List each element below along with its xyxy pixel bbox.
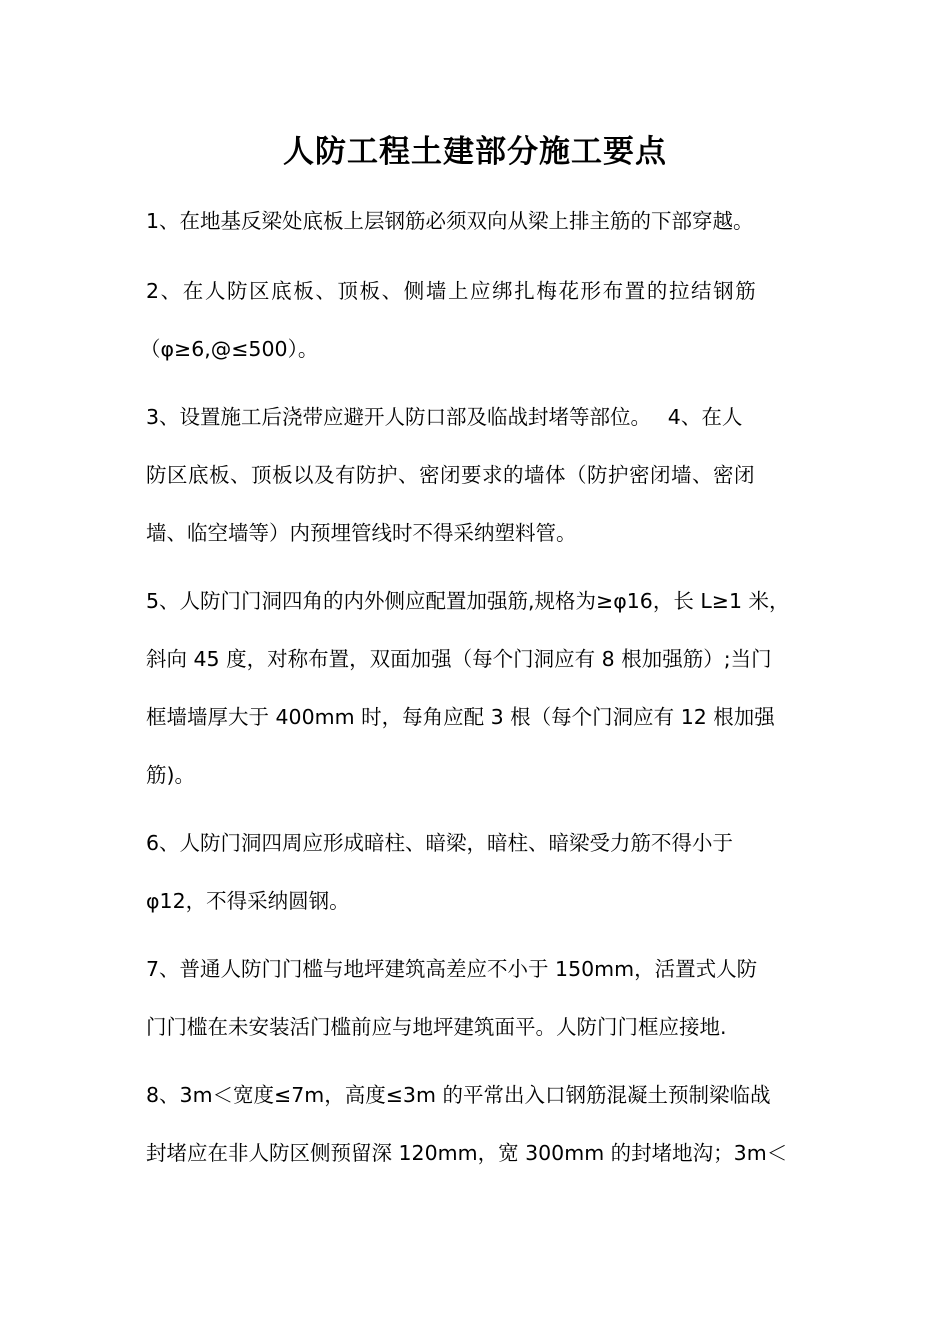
paragraph-line: 防区底板、顶板以及有防护、密闭要求的墙体（防护密闭墙、密闭: [146, 463, 755, 487]
paragraph-line: 6、人防门洞四周应形成暗柱、暗梁，暗柱、暗梁受力筋不得小于: [146, 831, 734, 855]
paragraph-line: 墙、临空墙等）内预埋管线时不得采纳塑料管。: [146, 521, 577, 545]
paragraph-line: 3、设置施工后浇带应避开人防口部及临战封堵等部位。 4、在人: [146, 405, 743, 429]
paragraph-line: 门门槛在未安装活门槛前应与地坪建筑面平。人防门门框应接地.: [146, 1015, 727, 1039]
paragraph-line: 7、普通人防门门槛与地坪建筑高差应不小于 150mm，活置式人防: [146, 957, 758, 981]
paragraph-line: φ12，不得采纳圆钢。: [146, 889, 350, 913]
paragraph-line: 斜向 45 度，对称布置，双面加强（每个门洞应有 8 根加强筋）;当门: [146, 647, 772, 671]
paragraph-line: 8、3m＜宽度≤7m，高度≤3m 的平常出入口钢筋混凝土预制梁临战: [146, 1083, 771, 1107]
paragraph-line: 框墙墙厚大于 400mm 时，每角应配 3 根（每个门洞应有 12 根加强: [146, 705, 775, 729]
paragraph-line: 5、人防门门洞四角的内外侧应配置加强筋,规格为≥φ16，长 L≥1 米，: [146, 589, 790, 613]
paragraph-line: 1、在地基反梁处底板上层钢筋必须双向从梁上排主筋的下部穿越。: [146, 209, 754, 233]
paragraph-line: 封堵应在非人防区侧预留深 120mm，宽 300mm 的封堵地沟；3m＜: [146, 1141, 788, 1165]
paragraph-line: （φ≥6,@≤500）。: [140, 337, 319, 361]
paragraph-line: 2、在人防区底板、顶板、侧墙上应绑扎梅花形布置的拉结钢筋: [146, 279, 758, 303]
paragraph-line: 筋)。: [146, 763, 195, 787]
document-title: 人防工程土建部分施工要点: [283, 134, 667, 170]
